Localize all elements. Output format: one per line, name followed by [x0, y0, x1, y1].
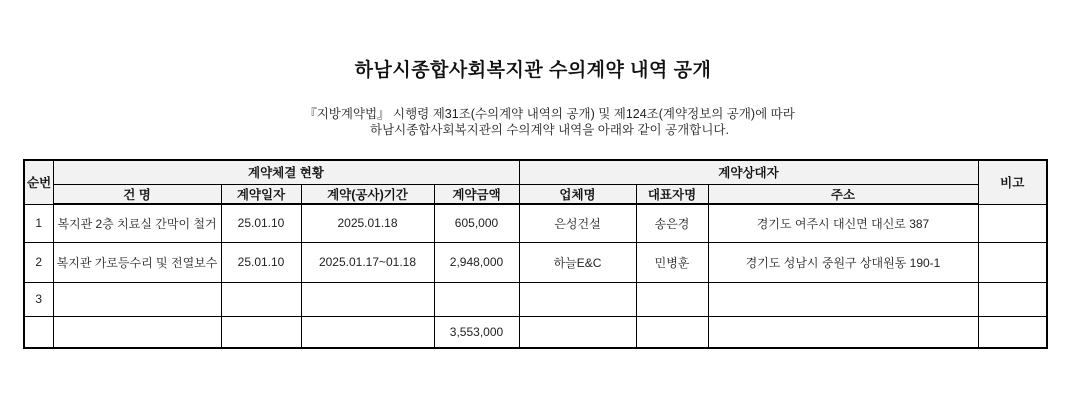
- cell-remarks: [978, 282, 1047, 316]
- cell-company-name: [519, 316, 636, 348]
- cell-representative: [636, 282, 708, 316]
- header-company-name: 업체명: [519, 184, 636, 204]
- page-title: 하남시종합사회복지관 수의계약 내역 공개: [354, 60, 712, 81]
- cell-company-name: 은성건설: [519, 204, 636, 242]
- cell-case-name: [53, 316, 221, 348]
- cell-case-name: [53, 282, 221, 316]
- table-row: [24, 204, 1047, 242]
- cell-contract-period: [301, 282, 434, 316]
- header-case-name: 건 명: [53, 184, 221, 204]
- header-remarks: 비고: [978, 160, 1047, 204]
- cell-contract-period: 2025.01.18: [301, 204, 434, 242]
- page-subtitle: [21, 106, 1078, 138]
- cell-seq: 2: [24, 242, 53, 282]
- table-total-row: [24, 316, 1047, 348]
- cell-contract-amount: 605,000: [434, 204, 519, 242]
- cell-seq: [24, 316, 53, 348]
- cell-case-name: 복지관 2층 치료실 간막이 철거: [53, 204, 221, 242]
- cell-remarks: [978, 204, 1047, 242]
- header-address: 주소: [708, 184, 978, 204]
- cell-contract-date: [221, 316, 301, 348]
- header-seq: 순번: [24, 160, 53, 204]
- header-row-group: [24, 160, 1047, 184]
- header-row-sub: [24, 184, 1047, 204]
- cell-contract-period: [301, 316, 434, 348]
- cell-contract-amount: [434, 282, 519, 316]
- table-row: [24, 282, 1047, 316]
- cell-contract-date: 25.01.10: [221, 204, 301, 242]
- header-contract-amount: 계약금액: [434, 184, 519, 204]
- subtitle-line-1: 『지방계약법』 시행령 제31조(수의계약 내역의 공개) 및 제124조(계약정보의 공개)에 따라: [304, 107, 795, 121]
- header-contract-date: 계약일자: [221, 184, 301, 204]
- cell-contract-period: 2025.01.17~01.18: [301, 242, 434, 282]
- cell-address: 경기도 여주시 대신면 대신로 387: [708, 204, 978, 242]
- cell-contract-date: [221, 282, 301, 316]
- cell-representative: 송은경: [636, 204, 708, 242]
- contract-disclosure-table: [23, 159, 1048, 349]
- cell-seq: 3: [24, 282, 53, 316]
- cell-representative: [636, 316, 708, 348]
- header-counterparty-group: 계약상대자: [519, 160, 978, 184]
- cell-company-name: [519, 282, 636, 316]
- header-representative: 대표자명: [636, 184, 708, 204]
- cell-contract-date: 25.01.10: [221, 242, 301, 282]
- cell-representative: 민병훈: [636, 242, 708, 282]
- cell-address: 경기도 성남시 중원구 상대원동 190-1: [708, 242, 978, 282]
- header-contract-period: 계약(공사)기간: [301, 184, 434, 204]
- subtitle-line-2: 하남시종합사회복지관의 수의계약 내역을 아래와 같이 공개합니다.: [370, 123, 729, 137]
- cell-contract-amount: 2,948,000: [434, 242, 519, 282]
- cell-remarks: [978, 316, 1047, 348]
- cell-remarks: [978, 242, 1047, 282]
- cell-address: [708, 316, 978, 348]
- cell-company-name: 하늘E&C: [519, 242, 636, 282]
- cell-total-amount: 3,553,000: [434, 316, 519, 348]
- header-contract-group: 계약체결 현황: [53, 160, 519, 184]
- cell-address: [708, 282, 978, 316]
- cell-case-name: 복지관 가로등수리 및 전열보수: [53, 242, 221, 282]
- table-row: [24, 242, 1047, 282]
- cell-seq: 1: [24, 204, 53, 242]
